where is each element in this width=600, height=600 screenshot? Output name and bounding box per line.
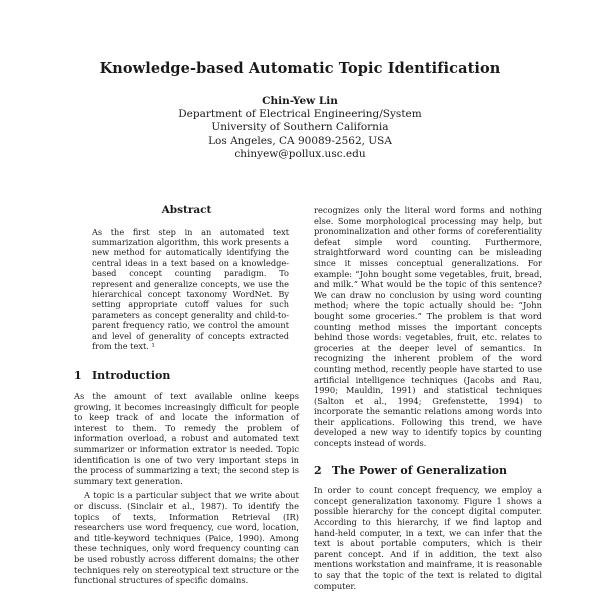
paper-title: Knowledge-based Automatic Topic Identification [99, 60, 501, 77]
section-1-number: 1 [74, 369, 82, 383]
abstract-heading: Abstract [161, 204, 212, 216]
section-2-paragraph-1: In order to count concept frequency, we employ a concept generalization taxonomy. Figure 1 shows a possible hierarchy for the concept digital computer. According to this hierarchy, if we find laptop and hand-held computer, in a text, we can infer that the text is about portable computers, which is their parent concept. And if in addition, the text also mentions workstation and mainframe, it is reasonable to say that the topic of the text is related to digital computer. [314, 485, 542, 591]
section-2-number: 2 [314, 463, 322, 477]
author-university: University of Southern California [211, 121, 389, 134]
author-email: chinyew@pollux.usc.edu [234, 147, 366, 160]
section-1-paragraph-1: As the amount of text available online keeps growing, it becomes increasingly difficult for people to keep track of and locate the information of interest to them. To remedy the problem of information overload, a robust and automated text summarizer or information extrator is needed. Topic identification is one of two very important steps in the process of summarizing a text; the second step is summary text generation. [74, 391, 299, 486]
right-column-paragraph: recognizes only the literal word forms and nothing else. Some morphological processing may help, but pronominalization and other forms of coreferentiality defeat simple word counting. Furthermore, straightforward word counting can be misleading since it misses conceptual generalizations. For example: “John bought some vegetables, fruit, bread, and milk.” What would be the topic of this sentence? We can draw no conclusion by using word counting method; where the topic actually should be: “John bought some groceries.” The problem is that word counting method misses the important concepts behind those words: vegetables, fruit, etc. relates to groceries at the deeper level of semantics. In recognizing the inherent problem of the word counting method, recently people have started to use artificial intelligence techniques (Jacobs and Rau, 1990; Mauldin, 1991) and statistical techniques (Salton et al., 1994; Grefenstette, 1994) to incorporate the semantic relations among words into their applications. Following this trend, we have developed a new way to identify topics by counting concepts instead of words. [314, 205, 542, 449]
author-address: Los Angeles, CA 90089-2562, USA [208, 134, 392, 147]
section-1-title: Introduction [92, 369, 171, 383]
section-2-heading [314, 463, 542, 477]
section-2-title: The Power of Generalization [332, 463, 507, 477]
author-block [0, 95, 600, 161]
right-column [314, 205, 542, 591]
section-1-heading [74, 371, 299, 382]
author-department: Department of Electrical Engineering/System [178, 108, 422, 121]
author-name: Chin-Yew Lin [262, 95, 338, 107]
left-column [74, 205, 299, 586]
section-1-paragraph-2: A topic is a particular subject that we write about or discuss. (Sinclair et al., 1987). To identify the topics of texts, Information Retrieval (IR) researchers use word frequency, cue word, location, and title-keyword techniques (Paice, 1990). Among these techniques, only word frequency counting can be used robustly across different domains; the other techniques rely on stereotypical text structure or the functional structures of specific domains. [74, 490, 299, 586]
abstract-text: As the first step in an automated text summarization algorithm, this work presents a new method for automatically identifying the central ideas in a text based on a knowledge-based concept counting paradigm. To represent and generalize concepts, we use the hierarchical concept taxonomy WordNet. By setting appropriate cutoff values for such parameters as concept generality and child-to-parent frequency ratio, we control the amount and level of generality of concepts extracted from the text. ¹ [92, 226, 289, 352]
